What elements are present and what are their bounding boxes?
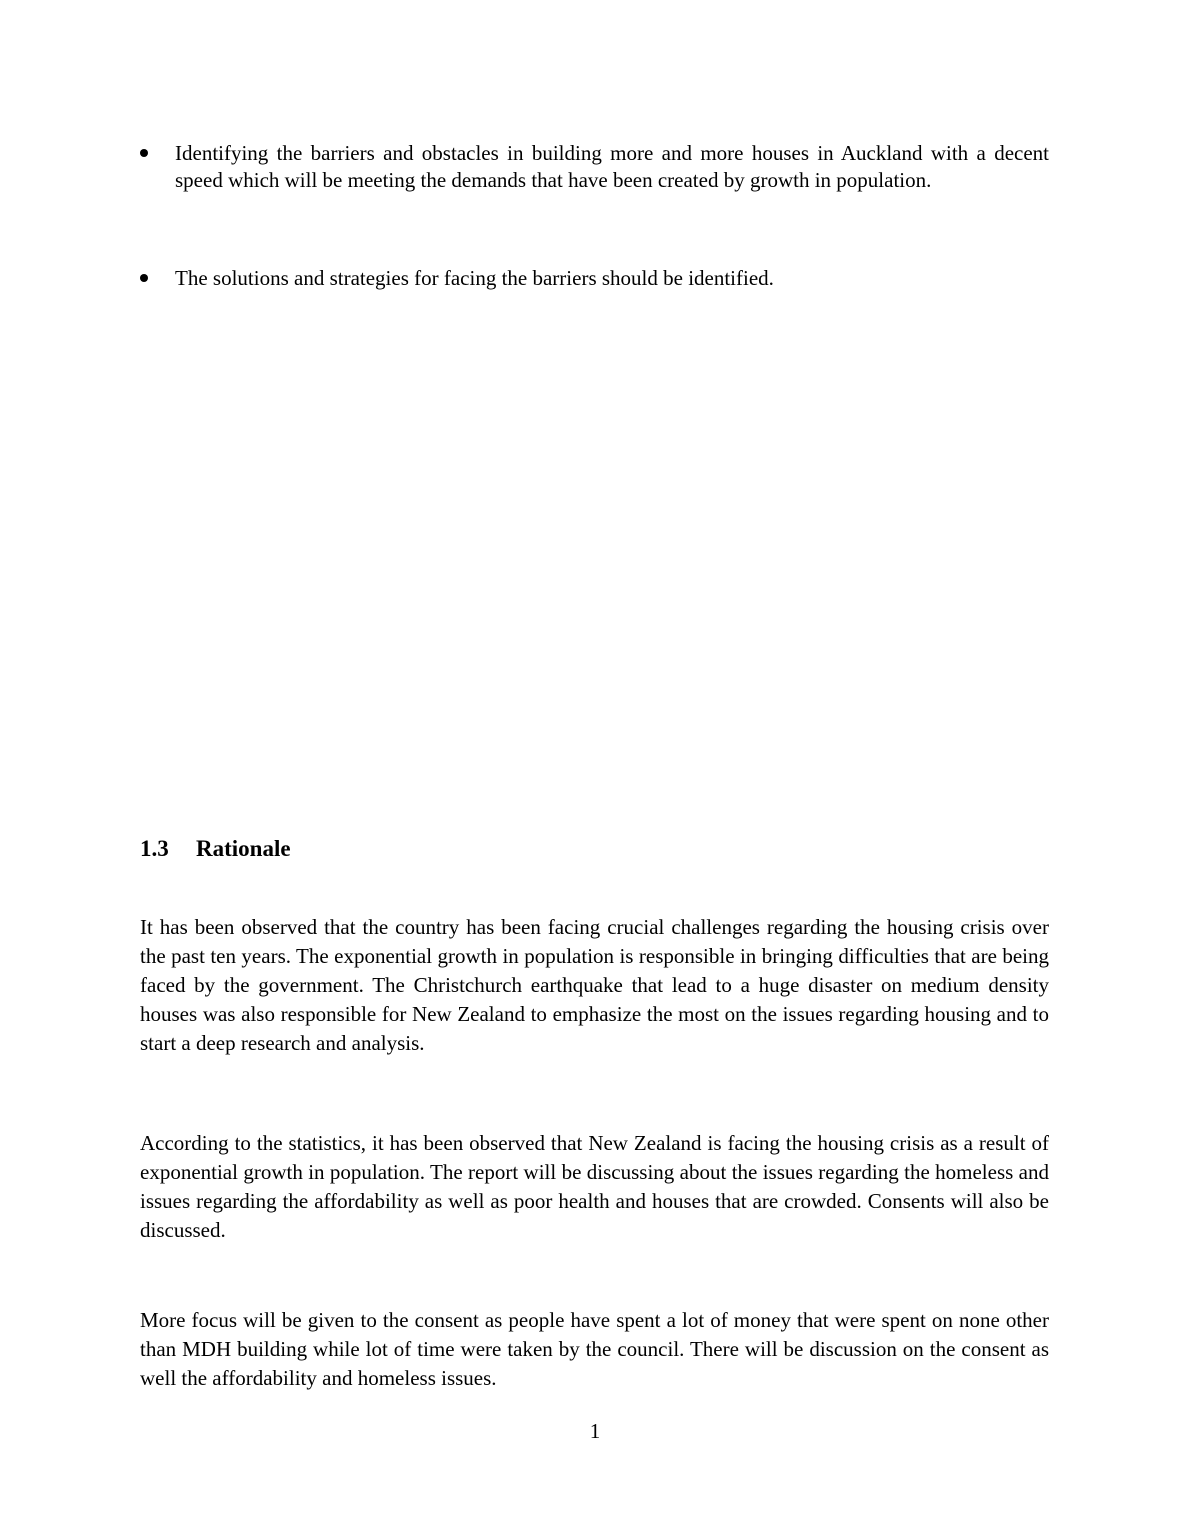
bullet-item <box>140 140 1049 194</box>
bullet-list <box>140 140 1049 194</box>
section-title: Rationale <box>196 836 291 861</box>
bullet-item <box>140 265 1049 292</box>
bullet-text: Identifying the barriers and obstacles in building more and more houses in Auckland with a decent speed which will be meeting the demands that have been created by growth in population. <box>175 141 1049 192</box>
body-paragraph: More focus will be given to the consent as people have spent a lot of money that were spent on none other than MDH building while lot of time were taken by the council. There will be discussion on the consent as well the affordability and homeless issues. <box>140 1308 1049 1390</box>
section-number: 1.3 <box>140 836 169 861</box>
bullet-dot-icon <box>140 149 148 157</box>
bullet-list <box>140 265 1049 292</box>
bullet-text: The solutions and strategies for facing the barriers should be identified. <box>175 266 774 290</box>
page-number: 1 <box>589 1419 601 1443</box>
body-paragraph: It has been observed that the country has been facing crucial challenges regarding the housing crisis over the past ten years. The exponential growth in population is responsible in bringing difficulties that are being faced by the government. The Christchurch earthquake that lead to a huge disaster on medium density houses was also responsible for New Zealand to emphasize the most on the issues regarding housing and to start a deep research and analysis. <box>140 915 1049 1055</box>
body-paragraph: According to the statistics, it has been observed that New Zealand is facing the housing crisis as a result of exponential growth in population. The report will be discussing about the issues regarding the homeless and issues regarding the affordability as well as poor health and houses that are crowded. Consents will also be discussed. <box>140 1131 1049 1242</box>
bullet-dot-icon <box>140 274 148 282</box>
section-heading <box>140 834 291 864</box>
